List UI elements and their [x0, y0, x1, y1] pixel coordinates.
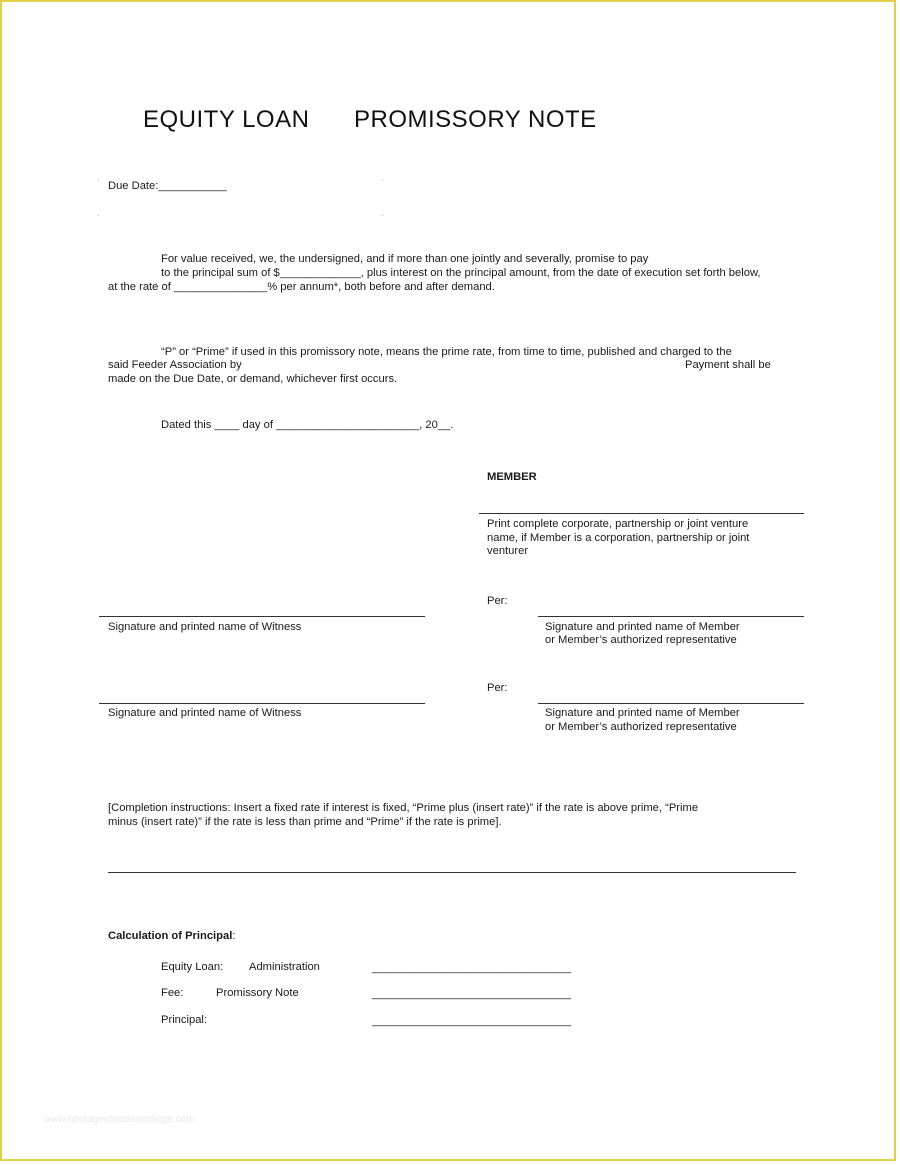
member-signature-line — [538, 616, 804, 617]
member-name-line — [479, 513, 804, 514]
para1-line1: For value received, we, the undersigned, and if more than one jointly and severally, promise to pay — [161, 253, 649, 265]
witness-signature-line — [99, 703, 425, 704]
instructions-line2: minus (insert rate)” if the rate is less than prime and “Prime” if the rate is prime]. — [108, 816, 502, 828]
calc-row-sublabel: Administration — [249, 961, 320, 973]
member-signature-line — [538, 703, 804, 704]
calc-row-label: Principal: — [161, 1014, 208, 1026]
watermark: www.heritagechristiancollege.com — [44, 1114, 195, 1125]
member-heading: MEMBER — [487, 471, 537, 483]
title-promissory-note: PROMISSORY NOTE — [354, 106, 597, 133]
scan-dot — [98, 180, 99, 181]
member-signature-label-line1: Signature and printed name of Member — [545, 707, 740, 719]
para1-line2: to the principal sum of $_____________, plus interest on the principal amount, from the date of execution set forth below, — [161, 267, 761, 279]
member-caption-line2: name, if Member is a corporation, partnership or joint — [487, 532, 750, 544]
para1-line3: at the rate of _______________% per annum*, both before and after demand. — [108, 281, 495, 293]
per-label: Per: — [487, 595, 508, 607]
scan-dot — [382, 179, 383, 180]
title-equity-loan: EQUITY LOAN — [143, 106, 310, 133]
calc-row-blank: ________________________________ — [372, 1015, 572, 1027]
member-signature-label-line2: or Member’s authorized representative — [545, 634, 737, 646]
witness-label: Signature and printed name of Witness — [108, 621, 302, 633]
member-signature-label-line1: Signature and printed name of Member — [545, 621, 740, 633]
para2-line2a: said Feeder Association by — [108, 359, 242, 371]
per-label: Per: — [487, 682, 508, 694]
witness-label: Signature and printed name of Witness — [108, 707, 302, 719]
calc-row-label: Fee: — [161, 987, 184, 999]
calc-row-blank: ________________________________ — [372, 988, 572, 1000]
member-caption-line3: venturer — [487, 545, 529, 557]
member-caption-line1: Print complete corporate, partnership or joint venture — [487, 518, 749, 530]
calc-row-label: Equity Loan: — [161, 961, 224, 973]
calculation-heading — [108, 930, 235, 944]
para2-line1: “P” or “Prime” if used in this promissory note, means the prime rate, from time to time, published and charged to the — [161, 346, 732, 358]
calc-row-sublabel: Promissory Note — [216, 987, 299, 999]
scan-dot — [382, 215, 383, 216]
instructions-line1: [Completion instructions: Insert a fixed rate if interest is fixed, “Prime plus (insert rate)” if the rate is above prime, “Prime — [108, 802, 699, 814]
member-signature-label-line2: or Member’s authorized representative — [545, 721, 737, 733]
scan-dot — [98, 215, 99, 216]
due-date-field: Due Date:___________ — [108, 180, 227, 192]
para2-line3: made on the Due Date, or demand, whichever first occurs. — [108, 373, 398, 385]
calculation-heading-colon: : — [232, 930, 236, 942]
para2-line2b: Payment shall be — [685, 359, 771, 371]
calculation-heading-text: Calculation of Principal — [108, 930, 233, 942]
calc-row-blank: ________________________________ — [372, 962, 572, 974]
section-divider — [108, 872, 796, 873]
witness-signature-line — [99, 616, 425, 617]
dated-line: Dated this ____ day of _______________________, 20__. — [161, 419, 454, 431]
